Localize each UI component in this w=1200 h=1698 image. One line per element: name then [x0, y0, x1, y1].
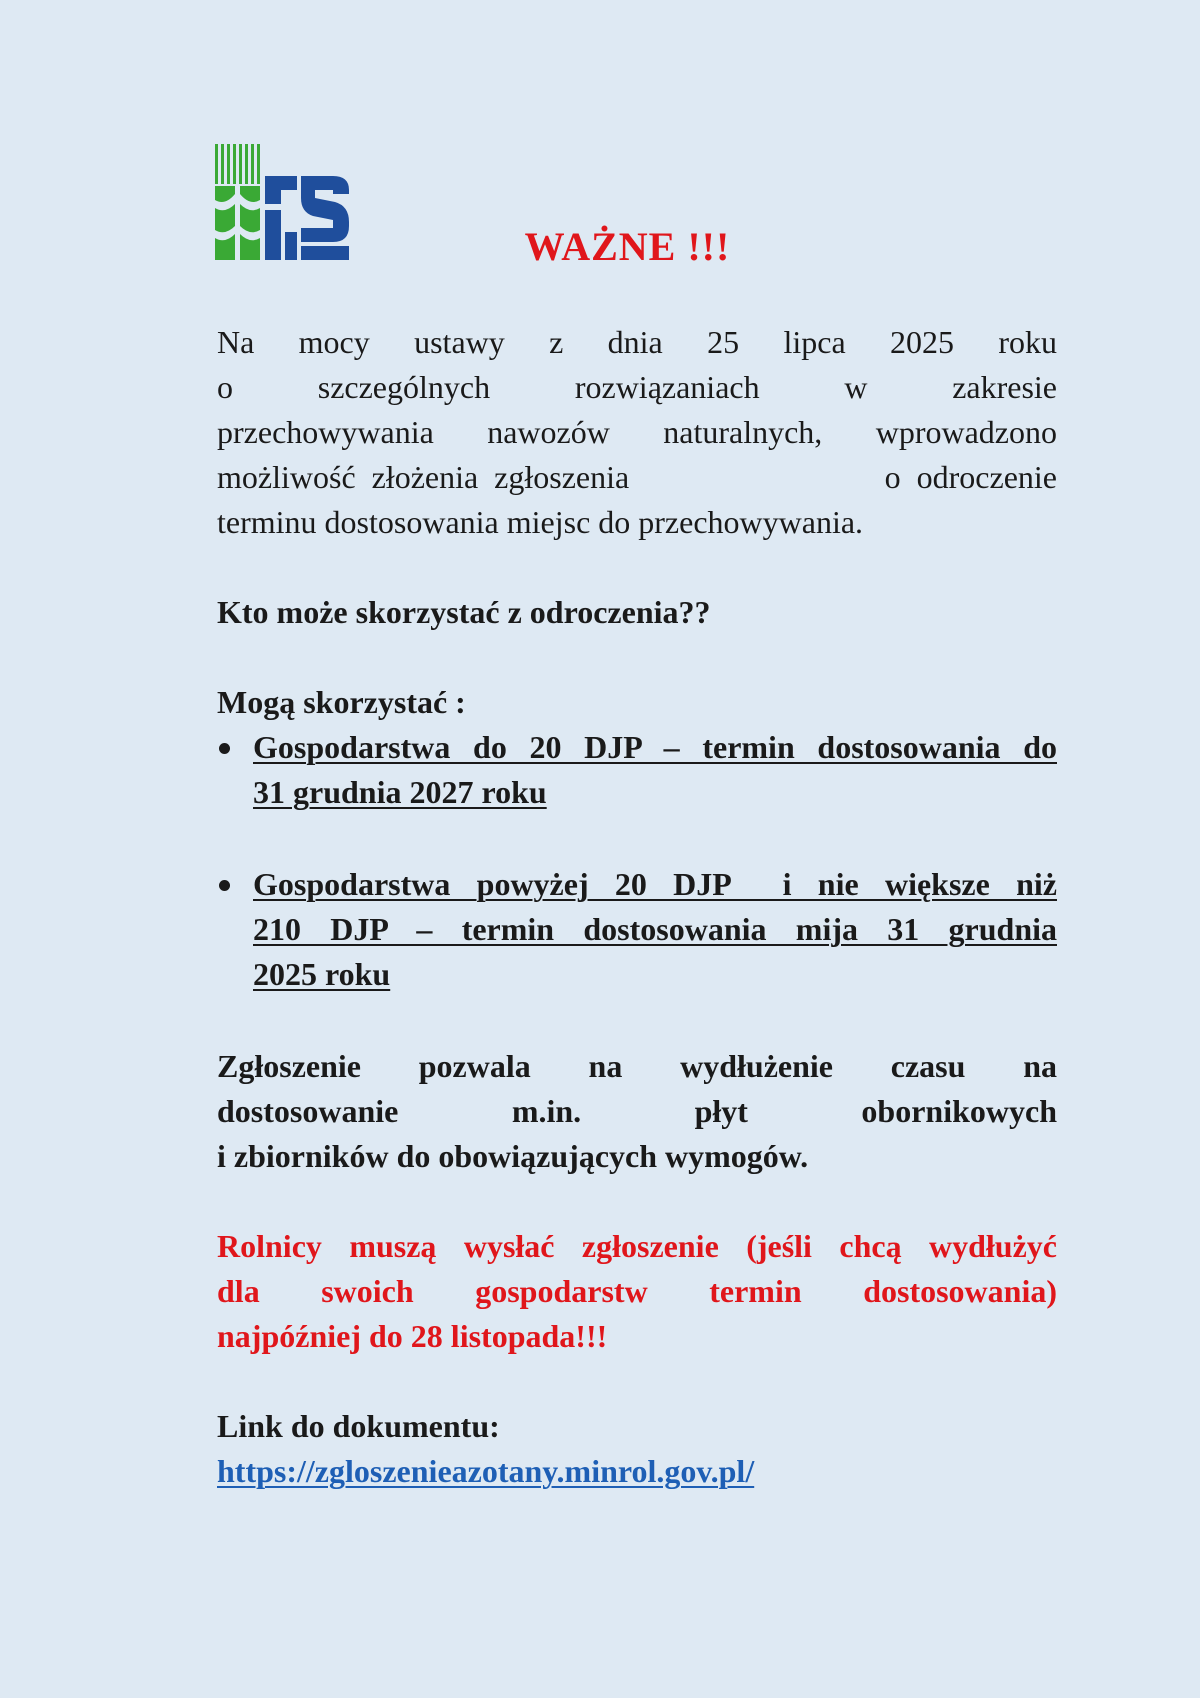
list-item-line: Gospodarstwa do 20 DJP – termin dostosowania do [253, 729, 1057, 765]
extension-paragraph [217, 1044, 1057, 1179]
list-item [217, 725, 1057, 815]
document-link[interactable]: https://zgloszenieazotany.minrol.gov.pl/ [217, 1453, 755, 1489]
intro-line: Na mocy ustawy z dnia 25 lipca 2025 roku [217, 324, 1057, 360]
page-title: WAŻNE !!! [524, 224, 731, 269]
list-item-line: Gospodarstwa powyżej 20 DJP i nie większe niż [253, 866, 1057, 902]
deadline-line: Rolnicy muszą wysłać zgłoszenie (jeśli chcą wydłużyć [217, 1228, 1057, 1264]
deadline-line: najpóźniej do 28 listopada!!! [217, 1318, 608, 1354]
intro-line: przechowywania nawozów naturalnych, wprowadzono [217, 414, 1057, 450]
question-heading: Kto może skorzystać z odroczenia?? [217, 594, 711, 630]
eligibility-list [217, 725, 1057, 997]
extension-line: dostosowanie m.in. płyt obornikowych [217, 1093, 1057, 1129]
intro-line: o szczególnych rozwiązaniach w zakresie [217, 369, 1057, 405]
extension-line: i zbiorników do obowiązujących wymogów. [217, 1138, 809, 1174]
deadline-line: dla swoich gospodarstw termin dostosowania) [217, 1273, 1057, 1309]
list-item-line: 2025 roku [253, 956, 391, 992]
link-label: Link do dokumentu: [217, 1408, 500, 1444]
intro-line: możliwość złożenia zgłoszenia o odroczenie [217, 459, 1057, 495]
bullet-icon [219, 880, 230, 891]
list-item [217, 862, 1057, 997]
intro-paragraph [217, 320, 1057, 545]
list-item-line: 31 grudnia 2027 roku [253, 774, 547, 810]
extension-line: Zgłoszenie pozwala na wydłużenie czasu na [217, 1048, 1057, 1084]
deadline-warning [217, 1224, 1057, 1359]
list-item-line: 210 DJP – termin dostosowania mija 31 grudnia [253, 911, 1057, 947]
intro-line: terminu dostosowania miejsc do przechowywania. [217, 504, 864, 540]
bullet-icon [219, 743, 230, 754]
eligible-label: Mogą skorzystać : [217, 684, 466, 720]
document-content [217, 320, 1057, 1494]
